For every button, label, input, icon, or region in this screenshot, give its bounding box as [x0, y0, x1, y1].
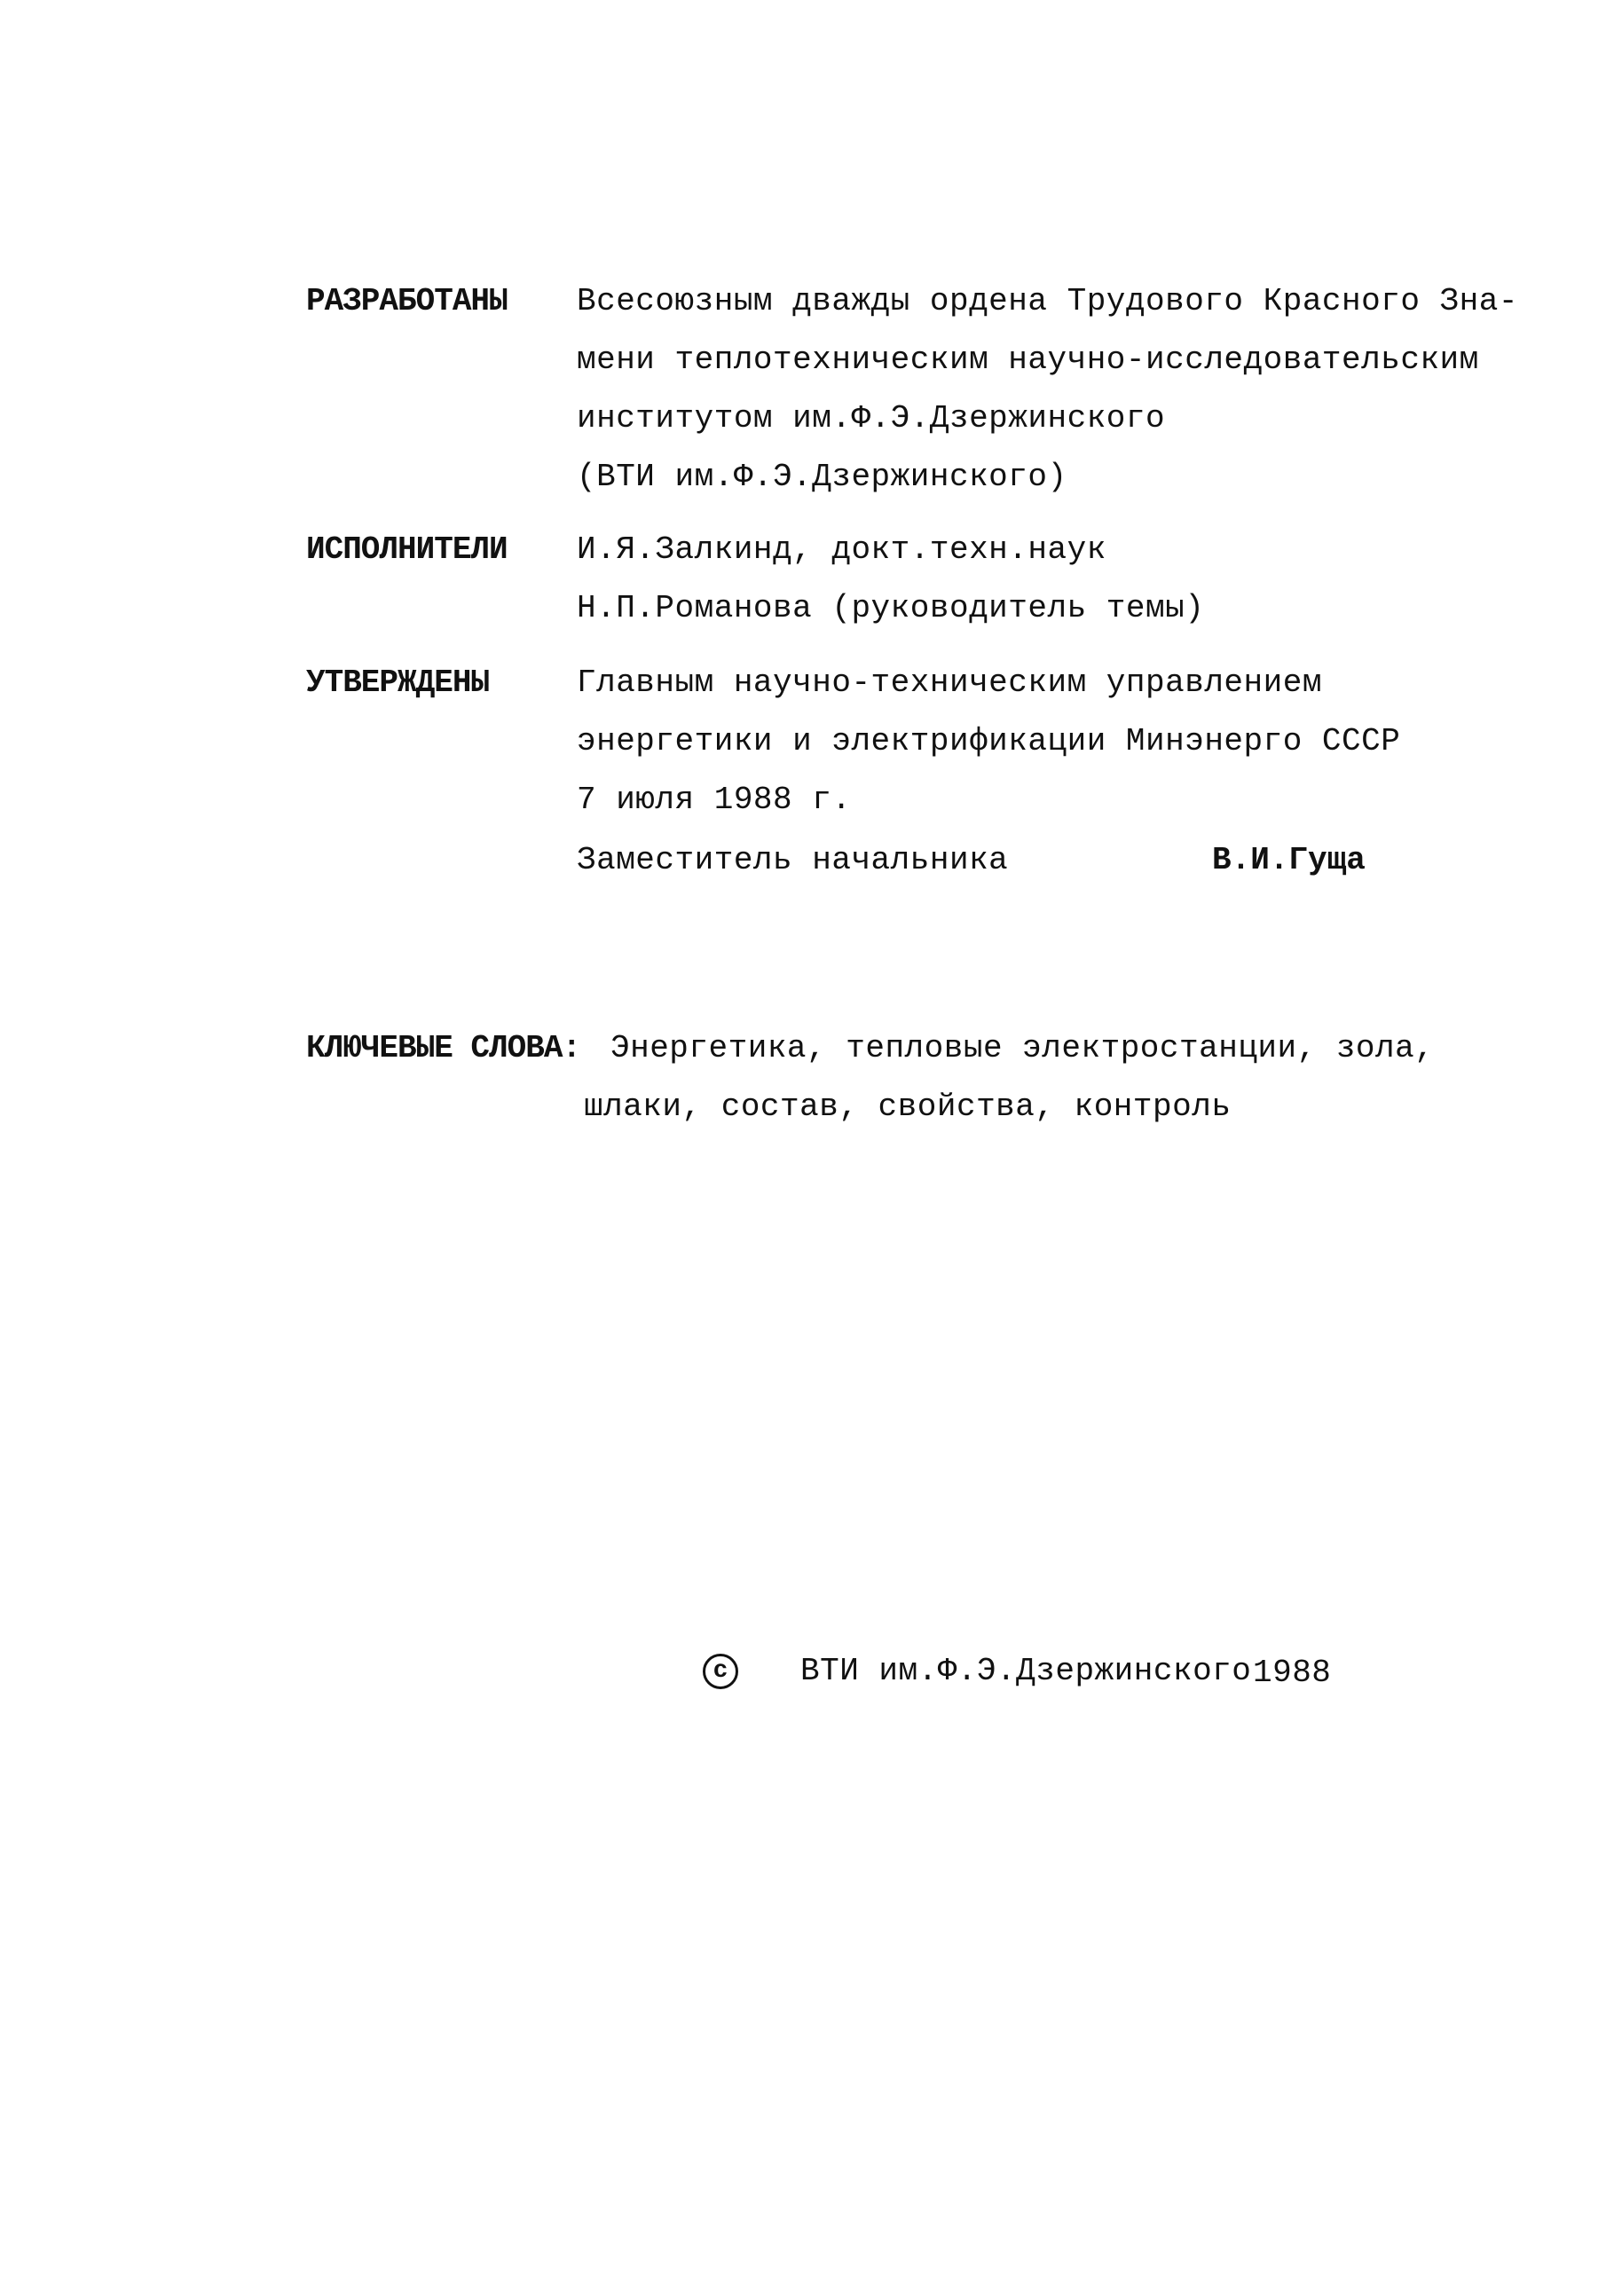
- keywords-line-2: шлаки, состав, свойства, контроль: [584, 1089, 1232, 1125]
- keywords-line-1: Энергетика, тепловые электростанции, зола,: [610, 1030, 1435, 1066]
- developed-line-3: институтом им.Ф.Э.Дзержинского: [577, 400, 1166, 436]
- copyright-holder: ВТИ им.Ф.Э.Дзержинского: [800, 1653, 1252, 1689]
- executors-line-2: Н.П.Романова (руководитель темы): [577, 590, 1205, 626]
- executors-line-1: И.Я.Залкинд, докт.техн.наук: [577, 531, 1106, 568]
- developed-line-2: мени теплотехническим научно-исследовательским: [577, 342, 1479, 378]
- approved-label: УТВЕРЖДЕНЫ: [306, 664, 490, 701]
- developed-line-1: Всесоюзным дважды ордена Трудового Красного Зна-: [577, 283, 1518, 319]
- approved-line-2: энергетики и электрификации Минэнерго СССР: [577, 723, 1401, 759]
- approved-signatory: В.И.Гуща: [1212, 842, 1366, 878]
- executors-label: ИСПОЛНИТЕЛИ: [306, 531, 508, 568]
- keywords-label: КЛЮЧЕВЫЕ СЛОВА:: [306, 1030, 581, 1066]
- copyright-icon: с: [703, 1654, 738, 1689]
- approved-position: Заместитель начальника: [577, 842, 1009, 878]
- approved-line-3: 7 июля 1988 г.: [577, 782, 852, 818]
- copyright-year: 1988: [1253, 1655, 1332, 1691]
- developed-line-4: (ВТИ им.Ф.Э.Дзержинского): [577, 459, 1067, 495]
- developed-label: РАЗРАБОТАНЫ: [306, 283, 508, 319]
- approved-line-1: Главным научно-техническим управлением: [577, 664, 1322, 701]
